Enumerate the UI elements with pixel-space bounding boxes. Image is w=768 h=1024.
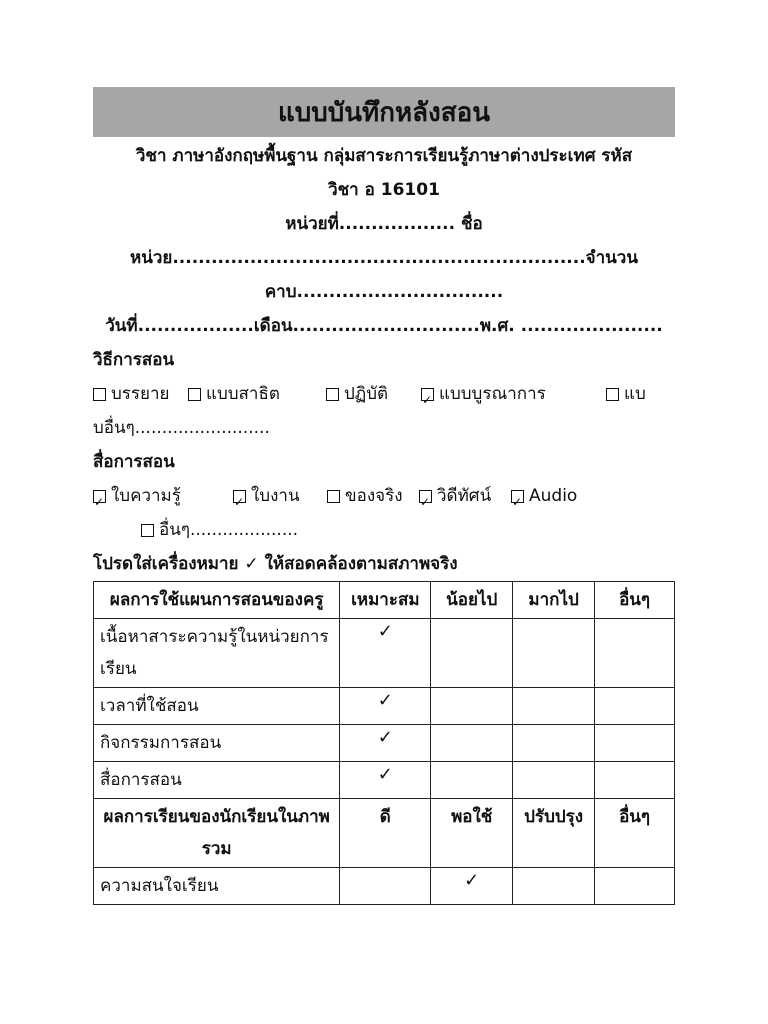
mark-cell[interactable] xyxy=(513,688,595,725)
title-bar xyxy=(93,87,675,137)
mark-cell[interactable] xyxy=(513,725,595,762)
checkbox-icon[interactable] xyxy=(326,388,339,401)
method-option-demo[interactable]: แบบสาธิต xyxy=(188,377,326,411)
table1-header-too-little: น้อยไป xyxy=(431,582,513,619)
media-heading: สื่อการสอน xyxy=(93,452,175,472)
media-other-row xyxy=(93,513,675,547)
mark-cell[interactable] xyxy=(431,619,513,688)
media-options xyxy=(93,479,675,513)
mark-cell[interactable] xyxy=(513,619,595,688)
table1-header-suitable: เหมาะสม xyxy=(340,582,431,619)
media-option-audio[interactable]: ✓ Audio xyxy=(511,479,577,513)
table-row xyxy=(94,725,675,762)
row-label: กิจกรรมการสอน xyxy=(94,725,340,762)
checkbox-icon[interactable] xyxy=(327,490,340,503)
checkbox-icon[interactable] xyxy=(93,388,106,401)
period-line: คาบ................................ xyxy=(264,282,504,302)
checked-checkbox-icon[interactable] xyxy=(421,388,434,401)
method-option-other[interactable]: แบ xyxy=(606,377,646,411)
row-label: สื่อการสอน xyxy=(94,762,340,799)
table-row xyxy=(94,868,675,905)
check-mark-icon: ✓ xyxy=(377,690,393,711)
page-title: แบบบันทึกหลังสอน xyxy=(278,97,490,128)
mark-cell[interactable] xyxy=(431,725,513,762)
date-line: วันที่..................เดือน.............................พ.ศ. ...................... xyxy=(105,316,663,336)
row-label: ความสนใจเรียน xyxy=(94,868,340,905)
method-option-lecture[interactable]: บรรยาย xyxy=(93,377,188,411)
checkbox-icon[interactable] xyxy=(606,388,619,401)
mark-cell[interactable] xyxy=(595,762,675,799)
mark-cell[interactable] xyxy=(513,762,595,799)
checked-checkbox-icon[interactable] xyxy=(93,490,106,503)
media-option-other[interactable]: อื่นๆ.................... xyxy=(141,513,298,547)
checkbox-icon[interactable] xyxy=(188,388,201,401)
check-mark-icon: ✓ xyxy=(377,621,393,642)
checked-checkbox-icon[interactable] xyxy=(233,490,246,503)
table2-header-good: ดี xyxy=(340,799,431,868)
table2-header-other: อื่นๆ xyxy=(595,799,675,868)
media-option-knowledge-sheet[interactable]: ✓ ใบความรู้ xyxy=(93,479,233,513)
subject-line-1: วิชา ภาษาอังกฤษพื้นฐาน กลุ่มสาระการเรียนรู้ภาษาต่างประเทศ รหัส xyxy=(135,146,633,166)
table2-header-row xyxy=(94,799,675,868)
checkbox-icon[interactable] xyxy=(141,524,154,537)
method-option-integrated[interactable]: ✓ แบบบูรณาการ xyxy=(421,377,606,411)
mark-cell[interactable] xyxy=(340,725,431,762)
check-mark-icon: ✓ xyxy=(377,727,393,748)
mark-cell[interactable] xyxy=(340,688,431,725)
table2-header-fair: พอใช้ xyxy=(431,799,513,868)
instruction: โปรดใส่เครื่องหมาย ✓ ให้สอดคล้องตามสภาพจริง xyxy=(93,554,458,574)
evaluation-table xyxy=(93,581,675,905)
checked-checkbox-icon[interactable] xyxy=(511,490,524,503)
teaching-method-options xyxy=(93,377,675,411)
method-other-line: บอื่นๆ......................... xyxy=(93,418,270,438)
media-option-real-objects[interactable]: ของจริง xyxy=(327,479,419,513)
mark-cell[interactable] xyxy=(513,868,595,905)
table2-header-improve: ปรับปรุง xyxy=(513,799,595,868)
media-option-video[interactable]: ✓ วิดีทัศน์ xyxy=(419,479,511,513)
check-mark-icon: ✓ xyxy=(377,764,393,785)
mark-cell[interactable] xyxy=(595,725,675,762)
mark-cell[interactable] xyxy=(595,868,675,905)
checked-checkbox-icon[interactable] xyxy=(419,490,432,503)
table1-header-criteria: ผลการใช้แผนการสอนของครู xyxy=(94,582,340,619)
table-row xyxy=(94,619,675,688)
mark-cell[interactable] xyxy=(431,688,513,725)
table1-header-other: อื่นๆ xyxy=(595,582,675,619)
mark-cell[interactable] xyxy=(431,762,513,799)
subject-line-2: วิชา อ 16101 xyxy=(328,180,440,200)
row-label: เนื้อหาสาระความรู้ในหน่วยการเรียน xyxy=(94,619,340,688)
check-mark-icon: ✓ xyxy=(464,870,480,891)
mark-cell[interactable] xyxy=(595,688,675,725)
record-form xyxy=(93,87,675,905)
table2-header-criteria: ผลการเรียนของนักเรียนในภาพรวม xyxy=(94,799,340,868)
media-option-worksheet[interactable]: ✓ ใบงาน xyxy=(233,479,327,513)
mark-cell[interactable] xyxy=(340,868,431,905)
mark-cell[interactable] xyxy=(340,619,431,688)
mark-cell[interactable] xyxy=(431,868,513,905)
row-label: เวลาที่ใช้สอน xyxy=(94,688,340,725)
mark-cell[interactable] xyxy=(340,762,431,799)
table1-header-row xyxy=(94,582,675,619)
mark-cell[interactable] xyxy=(595,619,675,688)
unit-name-line: หน่วย................................................................จำนวน xyxy=(130,248,638,268)
method-option-practice[interactable]: ปฏิบัติ xyxy=(326,377,421,411)
table1-header-too-much: มากไป xyxy=(513,582,595,619)
table-row xyxy=(94,762,675,799)
unit-line: หน่วยที่.................. ชื่อ xyxy=(285,214,483,234)
table-row xyxy=(94,688,675,725)
teaching-method-heading: วิธีการสอน xyxy=(93,350,175,370)
